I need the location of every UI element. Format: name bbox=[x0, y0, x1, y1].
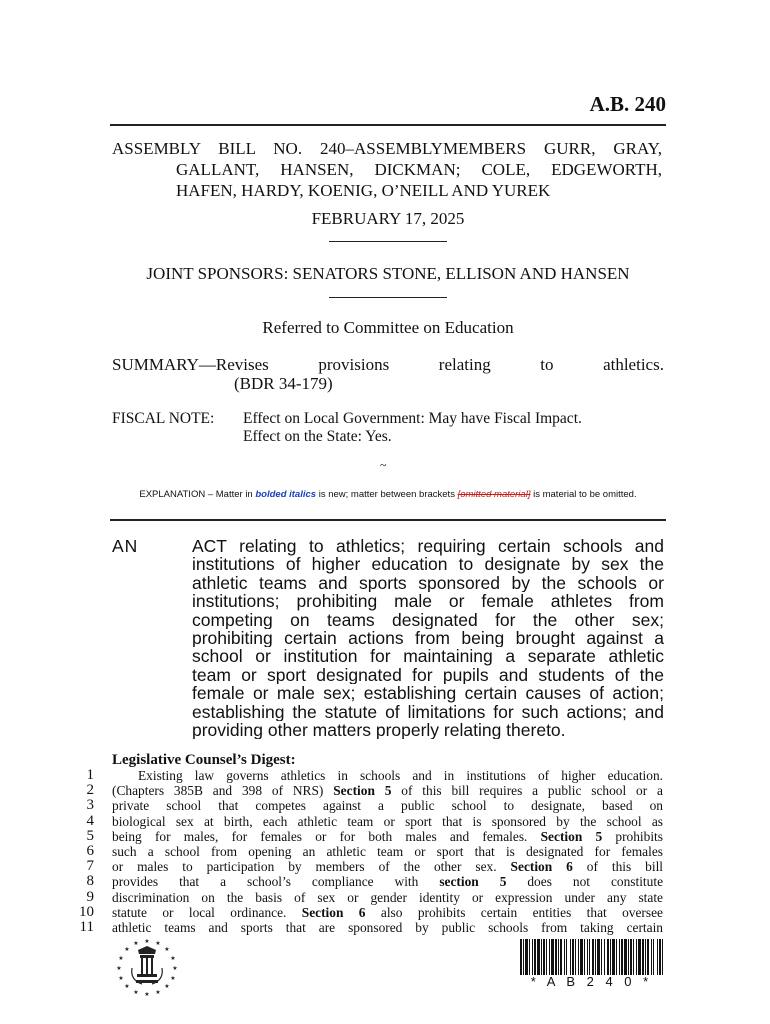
act-line: institutions of higher education to designate by sex the bbox=[192, 555, 664, 574]
svg-text:★: ★ bbox=[116, 965, 122, 972]
svg-text:★: ★ bbox=[172, 965, 178, 972]
summary-word: relating bbox=[438, 355, 491, 374]
bill-header bbox=[112, 138, 662, 201]
act-line: prohibiting certain actions from being brought against a bbox=[192, 629, 664, 648]
bdr-number: (BDR 34-179) bbox=[234, 374, 333, 393]
act-title bbox=[112, 537, 664, 739]
line-number: 9 bbox=[86, 888, 94, 905]
bill-date: FEBRUARY 17, 2025 bbox=[311, 209, 465, 228]
act-line: institutions; prohibiting male or female athletes from bbox=[192, 592, 664, 611]
summary-word: to bbox=[540, 355, 554, 374]
bill-number: A.B. 240 bbox=[589, 92, 666, 116]
svg-text:★: ★ bbox=[170, 955, 176, 962]
section-reference: Section 5 bbox=[333, 783, 392, 799]
nevada-legislature-seal-icon bbox=[112, 936, 182, 998]
svg-text:★: ★ bbox=[170, 975, 176, 982]
line-number: 5 bbox=[86, 827, 94, 844]
digest-line-numbers bbox=[68, 768, 94, 935]
line-number: 3 bbox=[86, 797, 94, 814]
divider bbox=[110, 232, 666, 242]
fiscal-label: FISCAL NOTE: bbox=[112, 410, 215, 427]
line-number: 6 bbox=[86, 843, 94, 860]
digest-line: being for males, for females or for both males and females. Section 5 prohibits bbox=[112, 828, 663, 844]
digest-line: provides that a school’s compliance with section 5 does not constitute bbox=[112, 874, 663, 890]
act-line: school or institution for maintaining a separate athletic bbox=[192, 647, 664, 666]
line-number: 10 bbox=[79, 903, 94, 920]
line-number: 8 bbox=[86, 873, 94, 890]
digest-line: private school that competes against a public school to designate, based on bbox=[112, 798, 663, 814]
svg-text:★: ★ bbox=[124, 983, 130, 990]
act-line: ACT relating to athletics; requiring certain schools and bbox=[192, 536, 664, 556]
act-line: female or male sex; establishing certain causes of action; bbox=[192, 684, 664, 703]
section-reference: Section 5 bbox=[540, 828, 603, 844]
svg-text:★: ★ bbox=[155, 989, 161, 996]
summary bbox=[112, 355, 664, 393]
joint-sponsors: JOINT SPONSORS: SENATORS STONE, ELLISON AND HANSEN bbox=[146, 264, 630, 283]
svg-text:★: ★ bbox=[133, 989, 139, 996]
digest-title: Legislative Counsel’s Digest: bbox=[112, 752, 296, 768]
act-an: AN bbox=[112, 536, 139, 556]
summary-word: athletics. bbox=[603, 355, 664, 374]
tilde-mark: ~ bbox=[380, 458, 387, 472]
barcode-text: * A B 2 4 0 * bbox=[530, 974, 653, 989]
svg-text:★: ★ bbox=[155, 940, 161, 947]
fiscal-state: Effect on the State: Yes. bbox=[243, 428, 392, 445]
line-number: 4 bbox=[86, 812, 94, 829]
digest-line: biological sex at birth, each athletic team or sport that is sponsored by the school as bbox=[112, 813, 663, 829]
explanation-omitted: [omitted material] bbox=[457, 489, 531, 500]
explanation-new: bolded italics bbox=[255, 489, 317, 500]
fiscal-note bbox=[112, 410, 582, 446]
act-line: providing other matters properly relating thereto. bbox=[192, 721, 566, 740]
digest-body bbox=[112, 768, 663, 935]
explanation-middle: is new; matter between brackets bbox=[318, 489, 455, 500]
header-line: HAFEN, HARDY, KOENIG, O’NEILL AND YUREK bbox=[176, 181, 551, 200]
explanation-suffix: is material to be omitted. bbox=[533, 489, 637, 500]
section-reference: Section 6 bbox=[301, 904, 366, 920]
act-line: team or sport designated for pupils and students of the bbox=[192, 665, 664, 685]
svg-text:★: ★ bbox=[118, 955, 124, 962]
line-number: 7 bbox=[86, 858, 94, 875]
svg-text:★: ★ bbox=[144, 991, 150, 998]
explanation-prefix: EXPLANATION – Matter in bbox=[139, 489, 253, 500]
section-reference: section 5 bbox=[439, 874, 507, 890]
act-line: competing on teams designated for the other sex; bbox=[192, 610, 664, 630]
act-line: athletic teams and sports sponsored by the schools or bbox=[192, 573, 664, 593]
header-line: ASSEMBLY BILL NO. 240–ASSEMBLYMEMBERS GURR, GRAY, bbox=[112, 139, 662, 158]
digest-line: or males to participation by members of the other sex. Section 6 of this bill bbox=[112, 859, 663, 875]
committee-referral: Referred to Committee on Education bbox=[262, 318, 514, 337]
digest-line: such a school from opening an athletic team or sport that is designated for females bbox=[112, 844, 663, 860]
digest-line: (Chapters 385B and 398 of NRS) Section 5 of this bill requires a public school or a bbox=[112, 783, 663, 799]
digest-line: athletic teams and sports that are sponsored by public schools from taking certain bbox=[112, 920, 663, 936]
barcode-icon bbox=[519, 939, 664, 975]
digest-line: discrimination on the basis of sex or gender identity or expression under any state bbox=[112, 889, 663, 905]
line-number: 11 bbox=[79, 919, 94, 936]
svg-text:★: ★ bbox=[133, 940, 139, 947]
digest-line: Existing law governs athletics in schools and in institutions of higher education. bbox=[138, 768, 663, 783]
svg-text:★: ★ bbox=[144, 938, 150, 945]
line-number: 1 bbox=[86, 767, 94, 783]
header-rule bbox=[110, 124, 666, 126]
divider bbox=[110, 288, 666, 298]
section-rule bbox=[110, 519, 666, 521]
act-line: establishing the statute of limitations for such actions; and bbox=[192, 702, 664, 722]
summary-word: provisions bbox=[318, 355, 390, 374]
explanation bbox=[110, 489, 666, 500]
svg-text:★: ★ bbox=[118, 975, 124, 982]
svg-text:★: ★ bbox=[164, 983, 170, 990]
fiscal-local: Effect on Local Government: May have Fiscal Impact. bbox=[243, 410, 582, 427]
line-number: 2 bbox=[86, 782, 94, 799]
svg-text:★: ★ bbox=[164, 946, 170, 953]
summary-word: SUMMARY—Revises bbox=[112, 355, 269, 374]
section-reference: Section 6 bbox=[510, 859, 573, 875]
digest-line: statute or local ordinance. Section 6 also prohibits certain entities that oversee bbox=[112, 904, 663, 920]
svg-text:★: ★ bbox=[124, 946, 130, 953]
header-line: GALLANT, HANSEN, DICKMAN; COLE, EDGEWORTH, bbox=[176, 160, 662, 179]
